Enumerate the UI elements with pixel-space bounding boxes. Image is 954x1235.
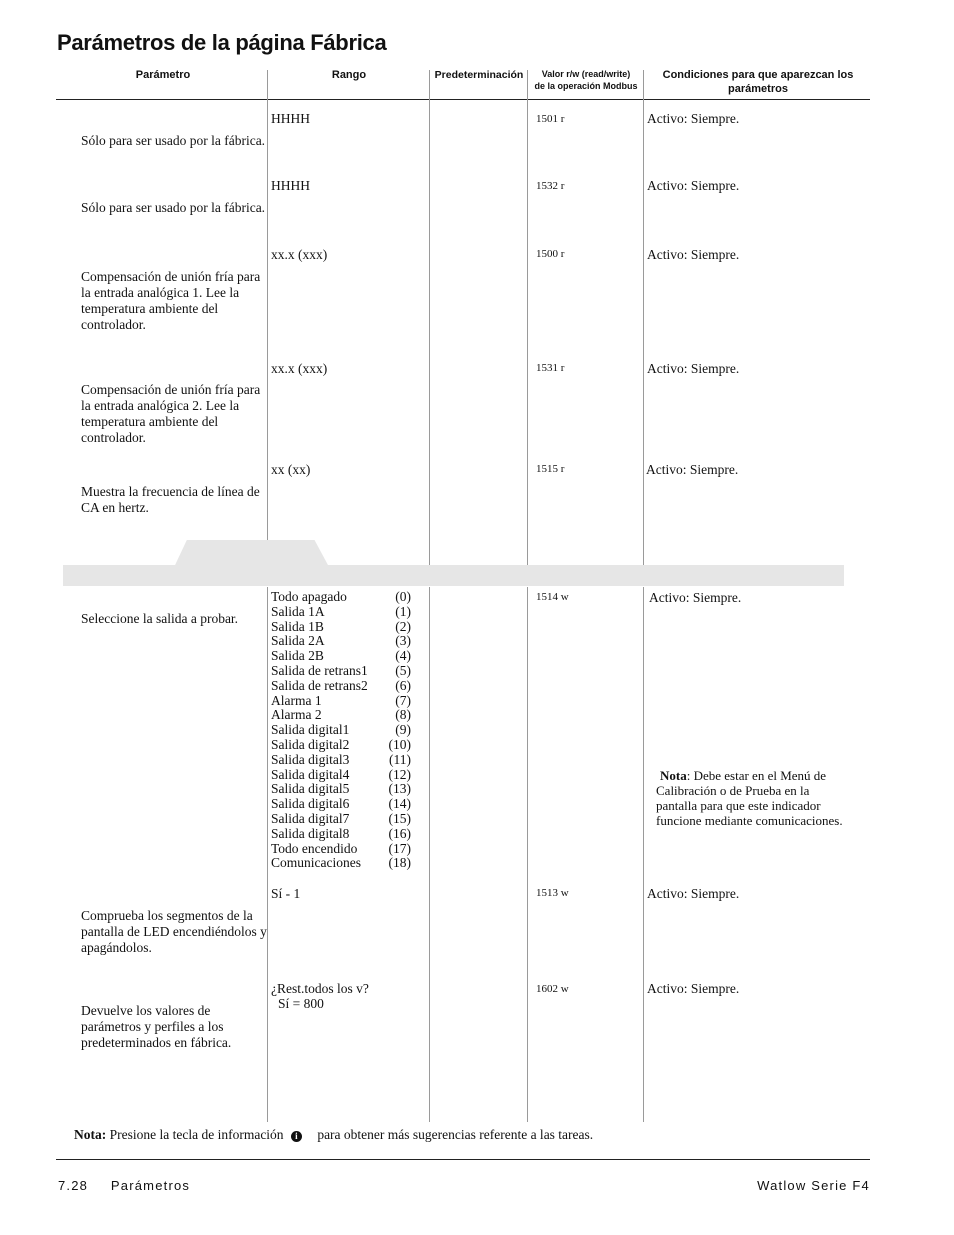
footer-product: Watlow Serie F4 (757, 1178, 870, 1193)
list-item: Salida digital1 (9) (271, 722, 411, 738)
row-5-description: Muestra la frecuencia de línea de CA en hertz. (81, 484, 260, 515)
row-8-range-line1: ¿Rest.todos los v? (271, 981, 369, 996)
row-6-modbus: 1514 w (536, 591, 569, 603)
column-divider (429, 70, 430, 567)
row-7-range: Sí - 1 (271, 886, 301, 901)
footnote-label: Nota: (74, 1127, 107, 1142)
list-item: Alarma 1 (7) (271, 692, 411, 708)
header-modbus-line2: de la operación Modbus (534, 81, 638, 91)
list-item: Todo encendido (17) (271, 840, 411, 856)
header-predeterminacion: Predeterminación (434, 69, 524, 81)
row-3-range: xx.x (xxx) (271, 247, 328, 262)
output-options-list (271, 590, 411, 871)
row-1-description: Sólo para ser usado por la fábrica. (81, 133, 266, 148)
row-4-range: xx.x (xxx) (271, 361, 328, 376)
row-7-modbus: 1513 w (536, 887, 569, 899)
section-band (63, 565, 844, 586)
row-8-modbus: 1602 w (536, 983, 569, 995)
row-6-note (656, 768, 852, 828)
row-2-range: HHHH (271, 178, 310, 193)
column-divider (267, 587, 268, 1122)
row-8-description: Devuelve los valores de parámetros y perfiles a los predeterminados en fábrica. (81, 1003, 232, 1050)
list-item: Salida digital5 (13) (271, 781, 411, 797)
list-item: Salida 1B (2) (271, 618, 411, 634)
list-item: Salida de retrans1 (5) (271, 662, 411, 678)
column-divider (527, 587, 528, 1122)
row-8-condition: Activo: Siempre. (647, 981, 740, 996)
row-5-modbus: 1515 r (536, 463, 565, 475)
footnote (74, 1127, 854, 1143)
row-3-condition: Activo: Siempre. (647, 247, 740, 262)
column-divider (643, 70, 644, 567)
row-4-condition: Activo: Siempre. (647, 361, 740, 376)
column-divider (429, 587, 430, 1122)
list-item: Salida de retrans2 (6) (271, 677, 411, 693)
header-rango: Rango (331, 69, 367, 81)
row-5-condition: Activo: Siempre. (646, 462, 739, 477)
footer-left (58, 1178, 190, 1193)
header-modbus (528, 68, 644, 92)
list-item: Todo apagado (0) (271, 589, 411, 604)
header-parametro: Parámetro (135, 69, 191, 81)
column-divider (643, 587, 644, 1122)
row-7-description: Comprueba los segmentos de la pantalla de LED encendiéndolos y apagándolos. (81, 908, 267, 955)
row-8-range-line2: Sí = 800 (278, 996, 324, 1011)
list-item: Salida digital6 (14) (271, 796, 411, 812)
list-item: Comunicaciones (18) (271, 855, 411, 871)
section-tab (165, 540, 333, 565)
list-item: Salida digital7 (15) (271, 810, 411, 826)
row-6-note-label: Nota (660, 768, 687, 783)
row-3-modbus: 1500 r (536, 248, 565, 260)
footer-rule (56, 1159, 870, 1160)
footer-page-number: 7.28 (58, 1178, 89, 1193)
row-2-modbus: 1532 r (536, 180, 565, 192)
list-item: Salida digital4 (12) (271, 766, 411, 782)
row-6-note-text: : Debe estar en el Menú de Calibración o de Prueba en la pantalla para que este indicador funcione mediante comunicaciones. (656, 768, 843, 828)
header-modbus-line1: Valor r/w (read/write) (541, 69, 631, 79)
header-condiciones: Condiciones para que aparezcan los parámetros (662, 69, 854, 95)
list-item: Alarma 2 (8) (271, 707, 411, 723)
list-item: Salida 1A (1) (271, 603, 411, 619)
column-divider (527, 70, 528, 567)
row-7-condition: Activo: Siempre. (647, 886, 740, 901)
footer-section: Parámetros (110, 1178, 191, 1193)
row-1-condition: Activo: Siempre. (647, 111, 740, 126)
list-item: Salida digital2 (10) (271, 736, 411, 752)
row-2-condition: Activo: Siempre. (647, 178, 740, 193)
header-rule (56, 99, 870, 100)
row-6-description: Seleccione la salida a probar. (81, 611, 239, 626)
page-title: Parámetros de la página Fábrica (57, 30, 387, 55)
list-item: Salida 2B (4) (271, 648, 411, 664)
row-4-modbus: 1531 r (536, 362, 565, 374)
list-item: Salida 2A (3) (271, 633, 411, 649)
row-1-modbus: 1501 r (536, 113, 565, 125)
row-1-range: HHHH (271, 111, 310, 126)
row-2-description: Sólo para ser usado por la fábrica. (81, 200, 266, 215)
footnote-text-before: Presione la tecla de información (109, 1127, 284, 1142)
info-icon: i (291, 1131, 302, 1142)
row-4-description: Compensación de unión fría para la entrada analógica 2. Lee la temperatura ambiente del controlador. (81, 382, 261, 445)
row-6-condition: Activo: Siempre. (649, 590, 742, 605)
list-item: Salida digital8 (16) (271, 825, 411, 841)
footnote-text-after: para obtener más sugerencias referente a las tareas. (317, 1127, 594, 1142)
row-5-range: xx (xx) (271, 462, 311, 477)
row-3-description: Compensación de unión fría para la entrada analógica 1. Lee la temperatura ambiente del controlador. (81, 269, 261, 332)
list-item: Salida digital3 (11) (271, 751, 411, 767)
